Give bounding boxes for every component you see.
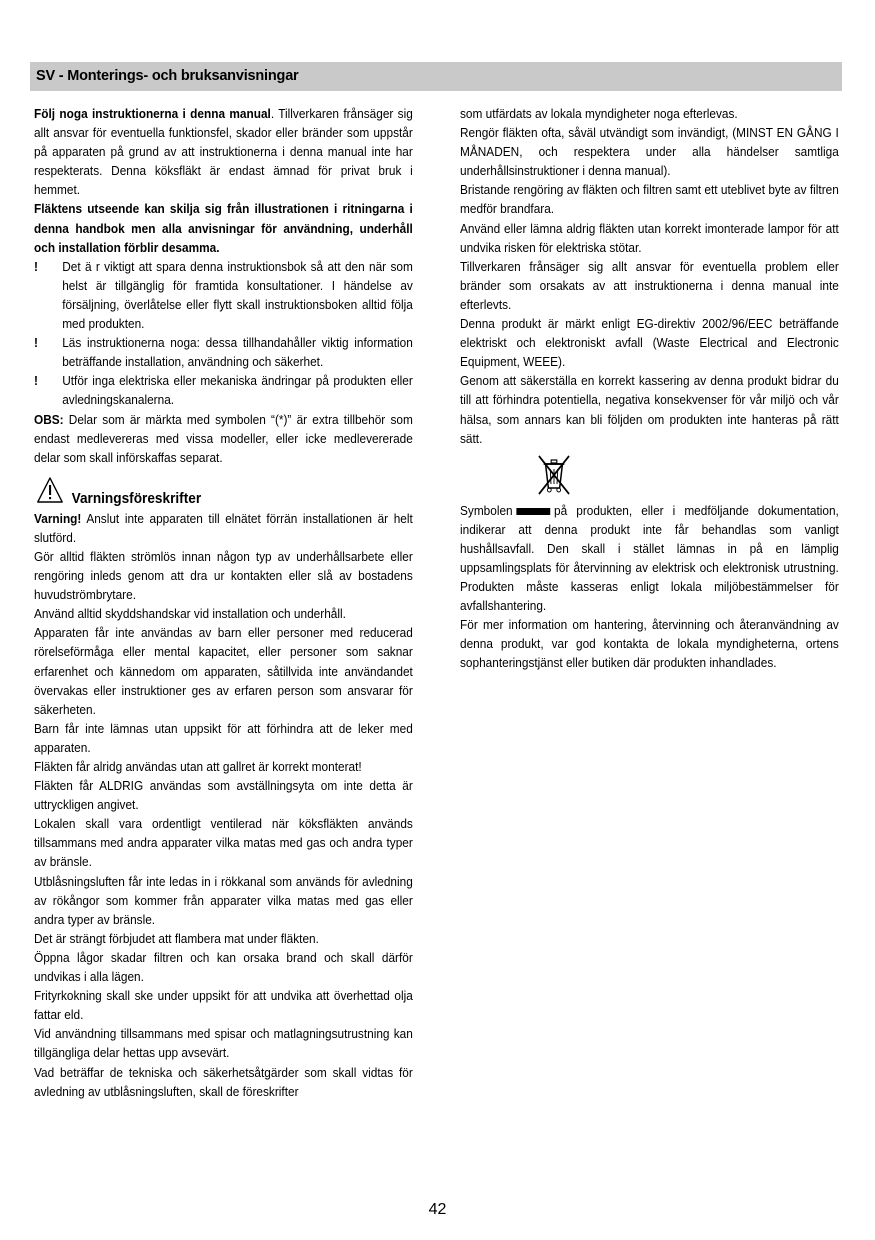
body-paragraph: som utfärdats av lokala myndigheter noga efterlevas.: [460, 107, 738, 121]
bullet-text: Utför inga elektriska eller mekaniska ändringar på produkten eller avledningskanalerna.: [62, 374, 413, 408]
warning-text: Anslut inte apparaten till elnätet förrän installationen är helt slutförd.: [34, 511, 413, 545]
body-paragraph: Fläkten får alridg användas utan att gallret är korrekt monterat!: [34, 760, 362, 774]
final-paragraph: För mer information om hantering, återvinning och återanvändning av denna produkt, var god kontakta de lokala myndigheterna, ortens sophanteringstjänst eller butiken där produkten inhandlades.: [460, 618, 839, 671]
illustration-notice: Fläktens utseende kan skilja sig från illustrationen i ritningarna i denna handbok men alla anvisningar för användning, underhåll och installation förblir desamma.: [34, 202, 413, 255]
bullet-item: [34, 372, 413, 410]
section-header-bar: [30, 62, 842, 91]
exclamation-mark: !: [34, 336, 38, 351]
obs-label: OBS:: [34, 412, 64, 427]
warnings-heading: [34, 476, 413, 510]
body-paragraph: Rengör fläkten ofta, såväl utvändigt som invändigt, (MINST EN GÅNG I MÅNADEN, och respektera under alla händelser samtliga underhållsinstruktioner i denna manual).: [460, 126, 839, 179]
body-paragraph: Denna produkt är märkt enligt EG-direktiv 2002/96/EEC beträffande elektriskt och elektroniskt avfall (Waste Electrical and Electronic Equipment, WEEE).: [460, 317, 839, 370]
warning-triangle-icon: [36, 476, 64, 504]
weee-symbol-block: [460, 452, 839, 498]
obs-text: Delar som är märkta med symbolen “(*)” är extra tillbehör som endast medlevereras med vissa modeller, eller icke medlevererade delar som skall införskaffas separat.: [34, 412, 413, 465]
bullet-text: Läs instruktionerna noga: dessa tillhandahåller viktig information beträffande installation, användning och säkerhet.: [62, 336, 413, 370]
intro-paragraph: [34, 105, 413, 200]
exclamation-mark: !: [34, 259, 38, 274]
right-column: [460, 105, 839, 674]
bullet-item: [34, 258, 413, 334]
body-paragraph: Tillverkaren frånsäger sig allt ansvar för eventuella problem eller bränder som orsakats av att instruktionerna i denna manual inte efterlevts.: [460, 259, 839, 312]
warning-label: Varning!: [34, 511, 82, 526]
body-paragraph: Fläkten får ALDRIG användas som avställningsyta om inte detta är uttryckligen angivet.: [34, 779, 413, 813]
warnings-title: Varningsföreskrifter: [71, 490, 202, 507]
symbol-paragraph: [460, 502, 839, 617]
crossed-bin-icon: [533, 452, 574, 496]
body-paragraph: Använd alltid skyddshandskar vid installation och underhåll.: [34, 607, 346, 622]
exclamation-mark: !: [34, 374, 38, 389]
intro-text: . Tillverkaren frånsäger sig allt ansvar för eventuella funktionsfel, skador eller bränder som uppstår på apparaten på grund av att instruktionerna i denna manual inte har respekterats. Denna köksfläkt är endast ämnad för privat bruk i hemmet.: [34, 107, 413, 198]
body-paragraph: Bristande rengöring av fläkten och filtren samt ett uteblivet byte av filtren medför brandfara.: [460, 183, 839, 217]
body-paragraph: Barn får inte lämnas utan uppsikt för att förhindra att de leker med apparaten.: [34, 721, 413, 755]
black-bar-symbol: [516, 508, 550, 515]
body-paragraph: Utblåsningsluften får inte ledas in i rökkanal som används för avledning av rökångor som kommer från apparater vilka matas med gas eller andra typer av bränsle.: [34, 874, 413, 927]
body-paragraph: Apparaten får inte användas av barn eller personer med reducerad rörelseförmåga eller mental kapacitet, eller personer som saknar erfarenhet och kännedom om apparaten, såtillvida inte användandet övervakas eller instruktioner ges av erfaren person som ansvarar för säkerheten.: [34, 626, 413, 717]
left-column: [34, 105, 413, 1102]
body-paragraph: Gör alltid fläkten strömlös innan någon typ av underhållsarbete eller rengöring inleds genom att dra ur kontakten eller slå av bostadens huvudströmbrytare.: [34, 549, 413, 603]
intro-bold: Följ noga instruktionerna i denna manual: [34, 107, 271, 121]
body-paragraph: Lokalen skall vara ordentligt ventilerad när köksfläkten används tillsammans med andra apparater vilka matas med gas och andra typer av bränsle.: [34, 817, 413, 870]
body-paragraph: Använd eller lämna aldrig fläkten utan korrekt imonterade lampor för att undvika risken för elektriska stötar.: [460, 221, 839, 255]
bullet-item: [34, 334, 413, 372]
warning-paragraph: [34, 510, 413, 548]
body-paragraph: Vid användning tillsammans med spisar och matlagningsutrustning kan tillgängliga delar hettas upp avsevärt.: [34, 1027, 413, 1061]
body-paragraph: Frityrkokning skall ske under uppsikt för att undvika att överhettad olja fattar eld.: [34, 989, 413, 1023]
obs-paragraph: [34, 411, 413, 468]
body-paragraph: Det är strängt förbjudet att flambera mat under fläkten.: [34, 931, 319, 946]
symbol-text: på produkten, eller i medföljande dokumentation, indikerar att denna produkt inte får behandlas som vanligt hushållsavfall. Den skall i stället lämnas in på en lämplig uppsamlingsplats för återvinning av elektrisk och elektronisk utrustning. Produkten måste kasseras enligt lokala miljöbestämmelser för avfallshantering.: [460, 503, 839, 614]
page-number: 42: [428, 1201, 447, 1218]
symbol-word: Symbolen: [460, 503, 513, 518]
body-paragraph: Genom att säkerställa en korrekt kassering av denna produkt bidrar du till att förhindra potentiella, negativa konsekvenser för vår miljö och vår hälsa, som annars kan bli följden om produkten inte hanteras på rätt sätt.: [460, 374, 839, 446]
body-paragraph: Vad beträffar de tekniska och säkerhetsåtgärder som skall vidtas för avledning av utblåsningsluften, skall de föreskrifter: [34, 1065, 413, 1099]
body-paragraph: Öppna lågor skadar filtren och kan orsaka brand och skall därför undvikas i alla lägen.: [34, 950, 413, 985]
section-title: SV - Monterings- och bruksanvisningar: [36, 68, 299, 84]
bullet-text: Det ä r viktigt att spara denna instruktionsbok så att den när som helst är tillgänglig för framtida konsultationer. I händelse av försäljning, överlåtelse eller flytt skall instruktionsboken alltid följa med produkten.: [62, 259, 413, 332]
